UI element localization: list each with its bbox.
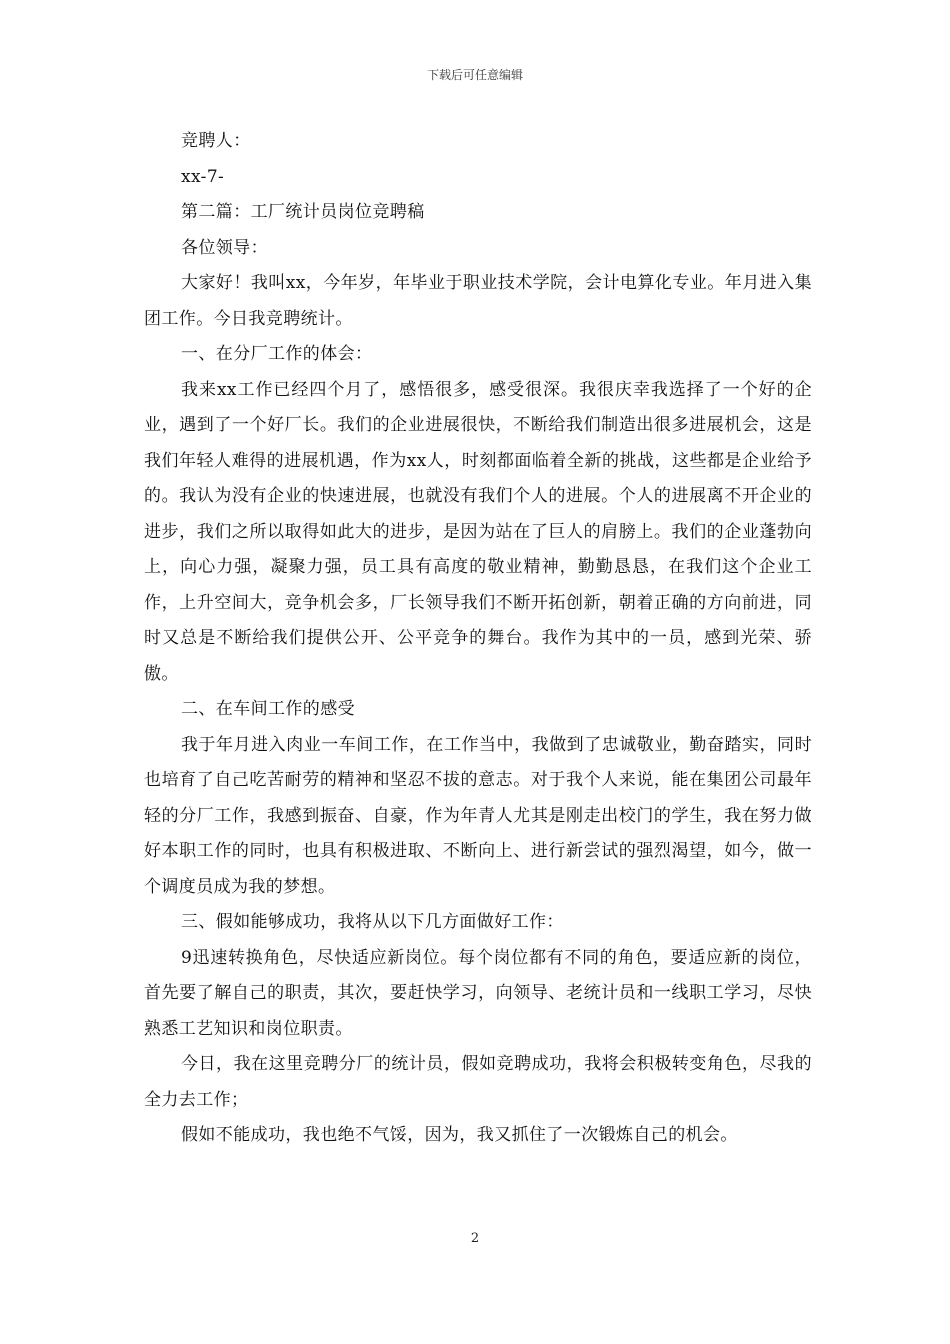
heading-three: 三、假如能够成功，我将从以下几方面做好工作： [181,912,564,932]
paragraph-plan: 9迅速转换角色，尽快适应新岗位。每个岗位都有不同的角色，要适应新的岗位，首先要了解自己的职责，其次，要赶快学习，向领导、老统计员和一线职工学习，尽快熟悉工艺知识和岗位职责。 [144,947,812,1039]
paragraph-experience: 我来xx工作已经四个月了，感悟很多，感受很深。我很庆幸我选择了一个好的企业，遇到了一个好厂长。我们的企业进展很快，不断给我们制造出很多进展机会，这是我们年轻人难得的进展机遇，作为xx人，时刻都面临着全新的挑战，这些都是企业给予的。我认为没有企业的快速进展，也就没有我们个人的进展。个人的进展离不开企业的进步，我们之所以取得如此大的进步，是因为站在了巨人的肩膀上。我们的企业蓬勃向上，向心力强，凝聚力强，员工具有高度的敬业精神，勤勤恳恳，在我们这个企业工作，上升空间大，竞争机会多，厂长领导我们不断开拓创新，朝着正确的方向前进，同时又总是不断给我们提供公开、公平竞争的舞台。我作为其中的一员，感到光荣、骄傲。 [144,379,812,684]
heading-one: 一、在分厂工作的体会： [181,344,373,364]
paragraph-closing: 假如不能成功，我也绝不气馁，因为，我又抓住了一次锻炼自己的机会。 [181,1125,738,1145]
page-number: 2 [470,1231,480,1246]
paragraph-commitment: 今日，我在这里竞聘分厂的统计员，假如竞聘成功，我将会积极转变角色，尽我的全力去工作； [144,1054,812,1110]
paragraph-intro: 大家好！我叫xx，今年岁，年毕业于职业技术学院，会计电算化专业。年月进入集团工作。今日我竞聘统计。 [144,273,812,329]
heading-two: 二、在车间工作的感受 [181,699,355,719]
paragraph-date: xx-7- [181,166,225,187]
paragraph-workshop: 我于年月进入肉业一车间工作，在工作当中，我做到了忠诚敬业，勤奋踏实，同时也培育了自己吃苦耐劳的精神和坚忍不拔的意志。对于我个人来说，能在集团公司最年轻的分厂工作，我感到振奋、自豪，作为年青人尤其是刚走出校门的学生，我在努力做好本职工作的同时，也具有积极进取、不断向上、进行新尝试的强烈渴望，如今，做一个调度员成为我的梦想。 [144,734,812,897]
section-title: 第二篇：工厂统计员岗位竞聘稿 [181,202,425,222]
paragraph-salutation: 各位领导： [181,237,268,258]
document-body [144,124,812,1154]
paragraph-signer: 竞聘人： [181,131,251,151]
header-note: 下载后可任意编辑 [426,68,523,82]
